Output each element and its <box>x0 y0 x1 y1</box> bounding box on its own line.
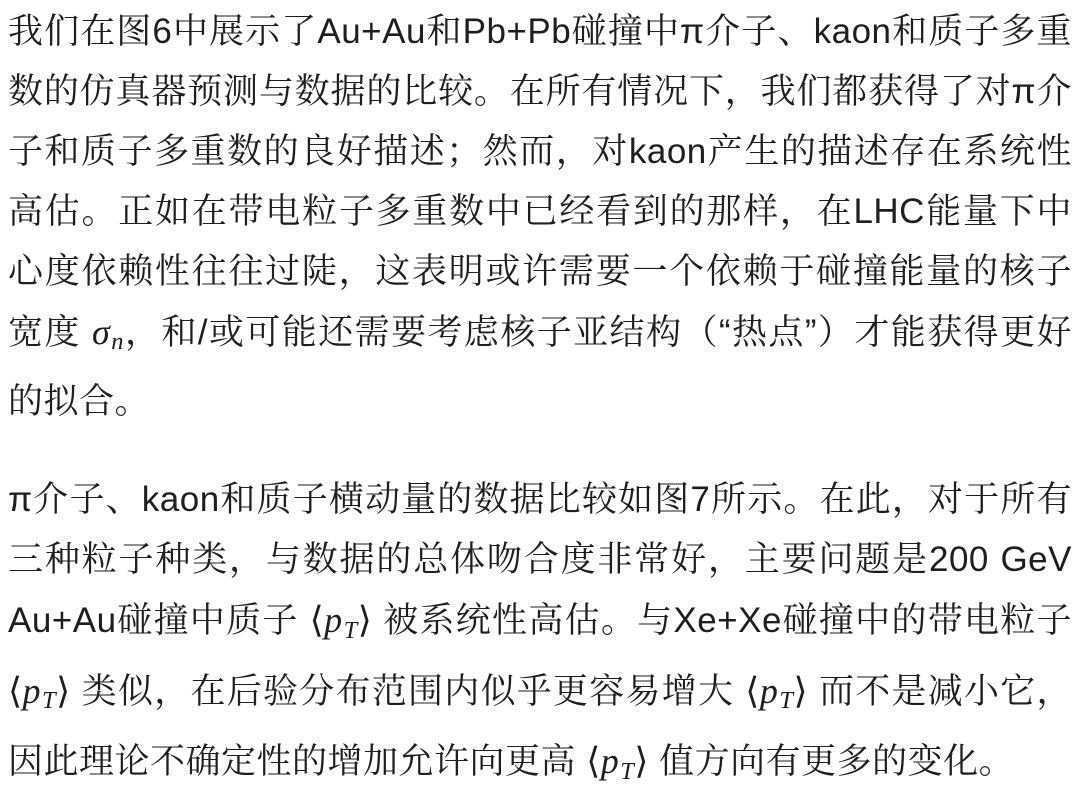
math-expression <box>309 600 373 644</box>
paragraph-container <box>8 2 1072 802</box>
math-expression <box>8 670 71 715</box>
math-expression <box>745 670 808 715</box>
math-close-delimiter: ⟩ <box>357 600 373 641</box>
math-variable: p <box>324 600 343 641</box>
paragraph <box>8 470 1072 801</box>
text-run: 而不是减小它，因此理论不确定性的增加允许向更高 <box>8 671 1072 782</box>
text-run: π介子、kaon和质子横动量的数据比较如图7所示。在此，对于所有三种粒子种类，与数据的总体吻合度非常好，主要问题是200 GeV Au+Au碰撞中质子 <box>8 480 1072 641</box>
math-open-delimiter: ⟨ <box>309 600 325 641</box>
math-expression <box>586 741 649 785</box>
text-run: 类似，在后验分布范围内似乎更容易增大 <box>70 671 746 711</box>
text-run: ，和/或可能还需要考虑核子亚结构（“热点”）才能获得更好的拟合。 <box>8 313 1072 422</box>
math-open-delimiter: ⟨ <box>8 670 23 711</box>
math-subscript: T <box>620 757 635 785</box>
math-subscript: T <box>343 616 358 644</box>
math-open-delimiter: ⟨ <box>586 741 601 782</box>
paragraph <box>8 2 1072 432</box>
math-subscript: T <box>42 687 57 715</box>
math-subscript: n <box>111 328 125 356</box>
math-variable: p <box>759 670 779 711</box>
math-close-delimiter: ⟩ <box>634 741 649 782</box>
math-variable: p <box>600 741 620 782</box>
text-run: 被系统性高估。与Xe+Xe碰撞中的带电粒子 <box>372 601 1072 641</box>
text-run: 我们在图6中展示了Au+Au和Pb+Pb碰撞中π介子、kaon和质子多重数的仿真器预测与数据的比较。在所有情况下，我们都获得了对π介子和质子多重数的良好描述；然而，对kaon产生的描述存在系统性高估。正如在带电粒子多重数中已经看到的那样，在LHC能量下中心度依赖性往往过陡，这表明或许需要一个依赖于碰撞能量的核子宽度 <box>8 12 1072 352</box>
text-run: 值方向有更多的变化。 <box>648 742 1015 782</box>
math-expression <box>92 312 125 356</box>
math-subscript: T <box>779 687 794 715</box>
math-close-delimiter: ⟩ <box>793 670 808 711</box>
math-variable: p <box>22 670 42 711</box>
math-variable: σ <box>92 312 111 352</box>
math-open-delimiter: ⟨ <box>745 670 760 711</box>
math-close-delimiter: ⟩ <box>56 670 71 711</box>
